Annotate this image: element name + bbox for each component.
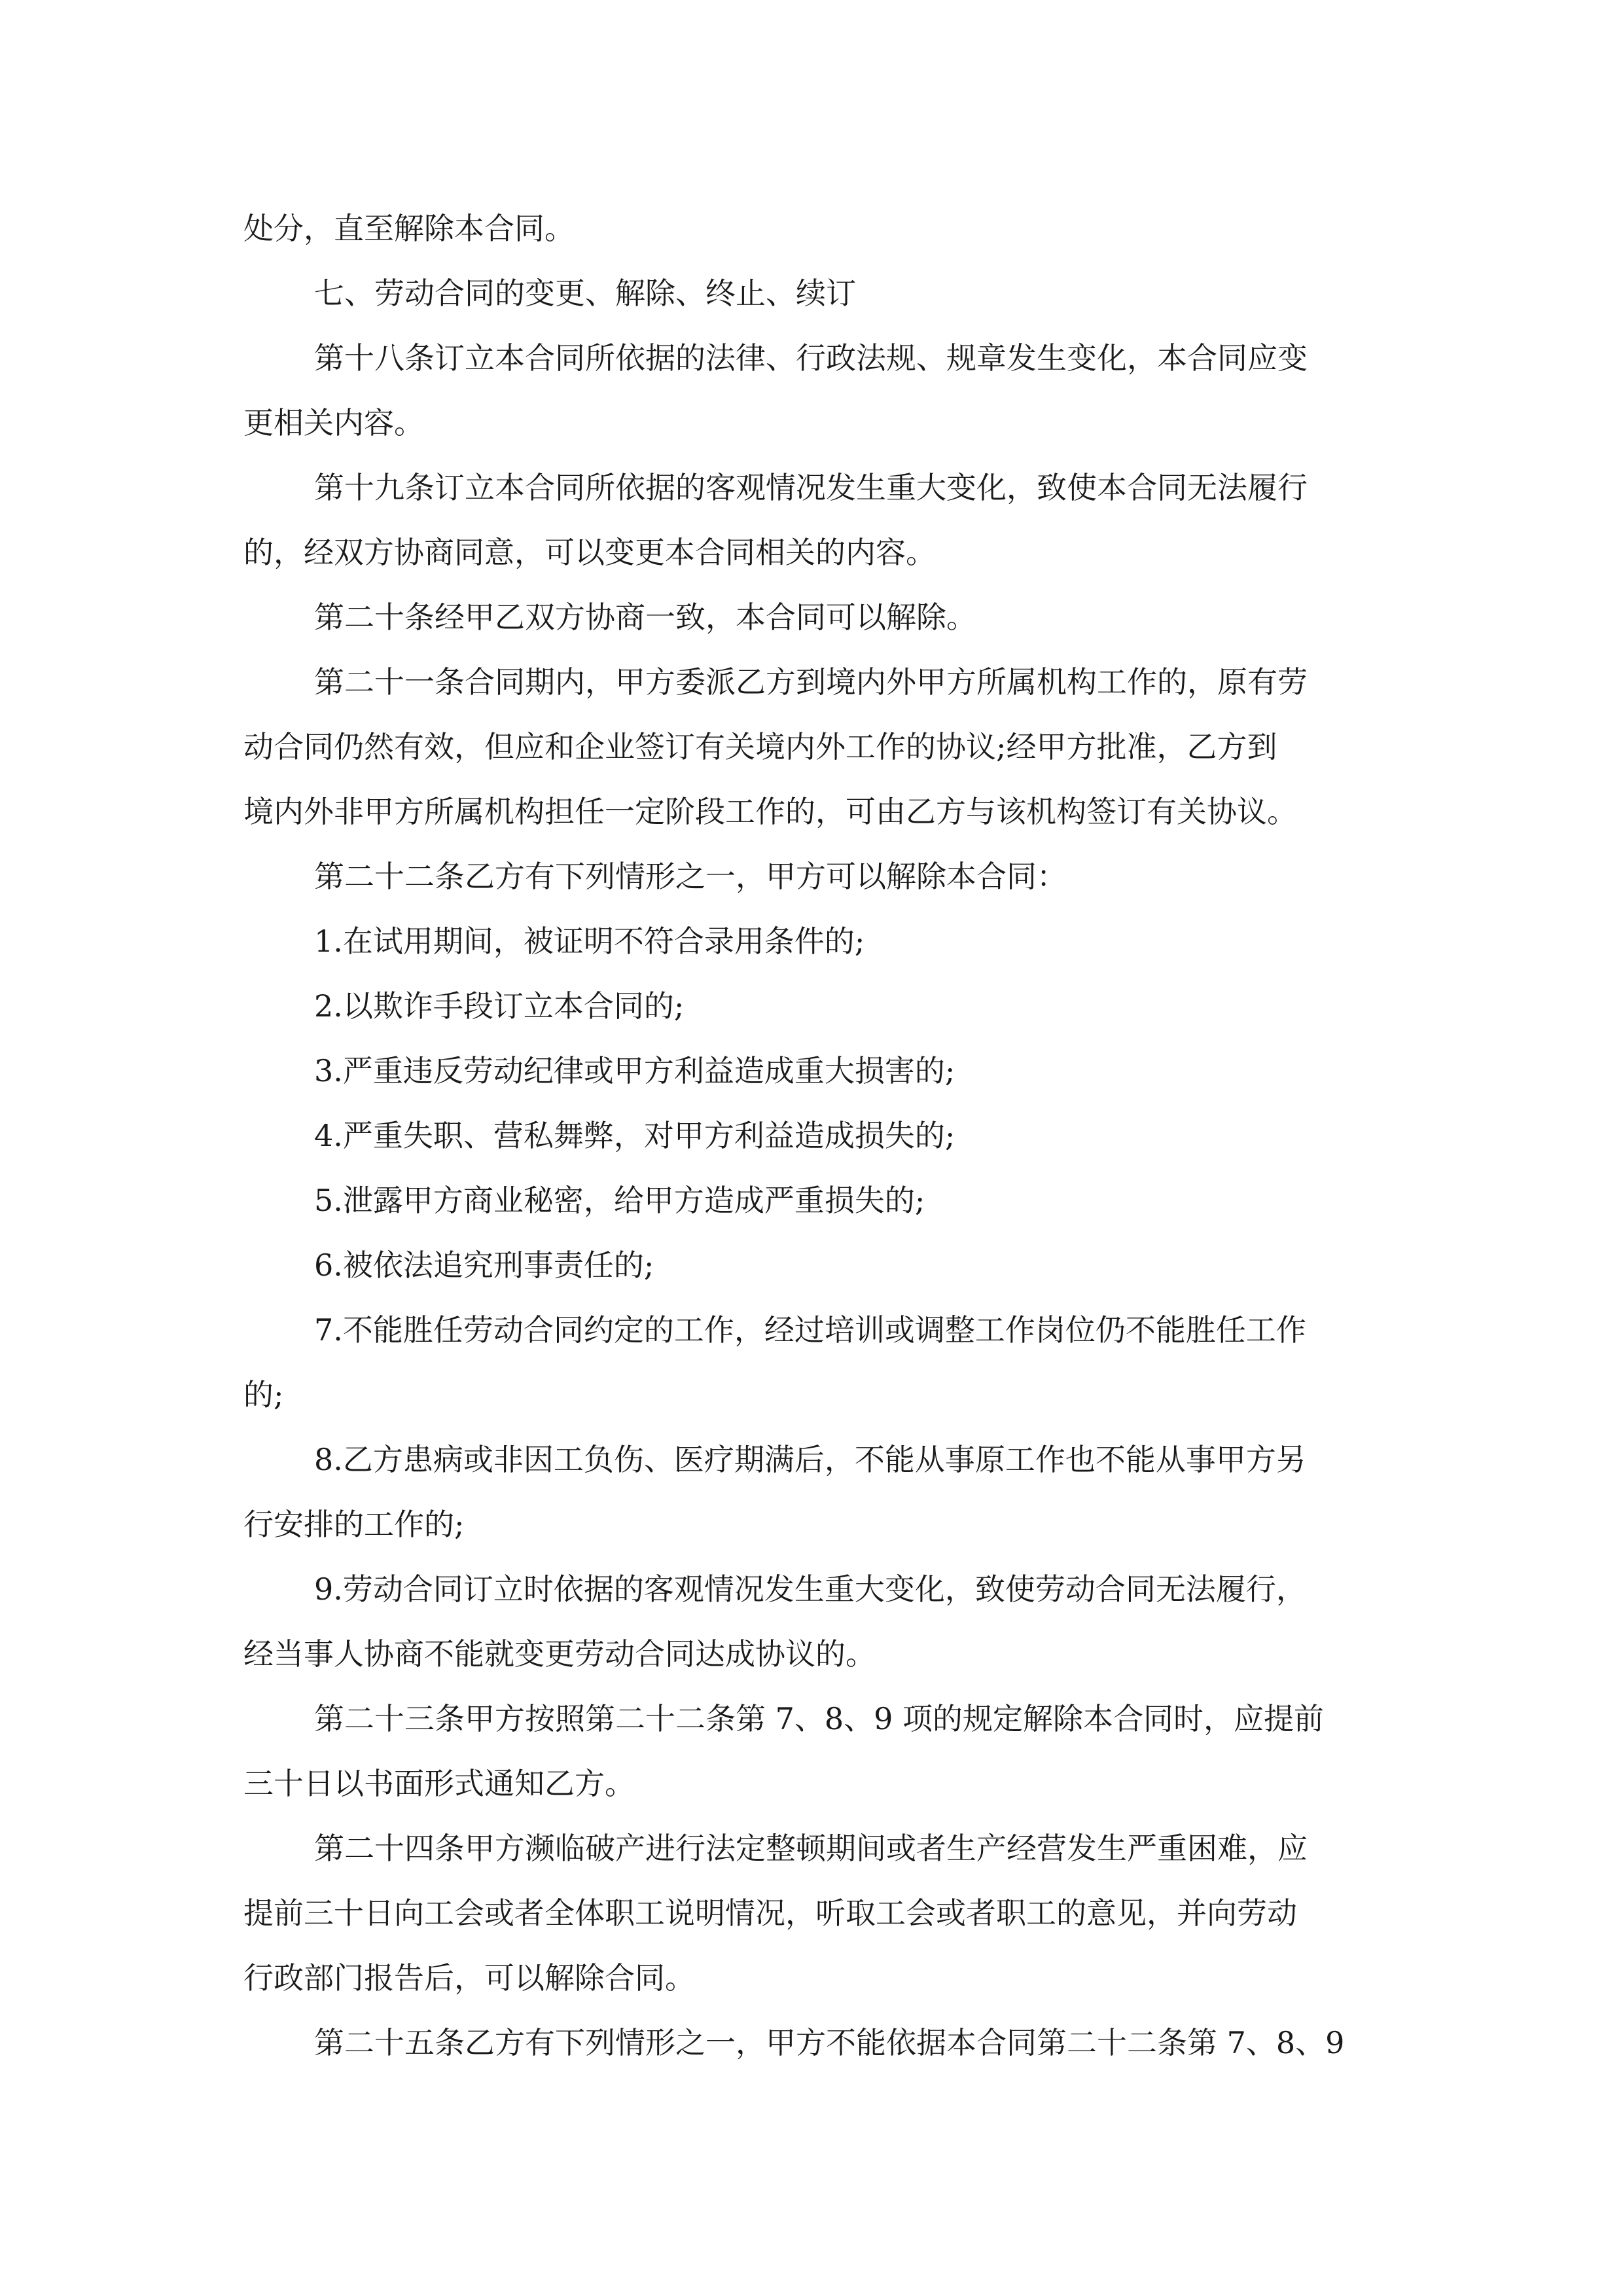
text-line: 经当事人协商不能就变更劳动合同达成协议的。 <box>243 1636 876 1672</box>
text-line: 的，经双方协商同意，可以变更本合同相关的内容。 <box>243 535 936 570</box>
text-line: 七、劳动合同的变更、解除、终止、续订 <box>314 276 856 311</box>
text-line: 第十九条订立本合同所依据的客观情况发生重大变化，致使本合同无法履行 <box>314 470 1308 505</box>
text-line: 9.劳动合同订立时依据的客观情况发生重大变化，致使劳动合同无法履行， <box>314 1571 1306 1607</box>
text-line: 的; <box>243 1377 284 1412</box>
text-line: 6.被依法追究刑事责任的; <box>314 1247 654 1283</box>
text-line: 第二十二条乙方有下列情形之一，甲方可以解除本合同： <box>314 859 1067 894</box>
text-line: 5.泄露甲方商业秘密，给甲方造成严重损失的; <box>314 1183 925 1218</box>
text-line: 提前三十日向工会或者全体职工说明情况，听取工会或者职工的意见，并向劳动 <box>243 1895 1297 1931</box>
text-line: 4.严重失职、营私舞弊，对甲方利益造成损失的; <box>314 1118 955 1153</box>
text-line: 2.以欺诈手段订立本合同的; <box>314 988 685 1024</box>
text-line: 第十八条订立本合同所依据的法律、行政法规、规章发生变化，本合同应变 <box>314 340 1308 376</box>
text-line: 第二十五条乙方有下列情形之一，甲方不能依据本合同第二十二条第 7、8、9 <box>314 2025 1345 2060</box>
text-line: 8.乙方患病或非因工负伤、医疗期满后，不能从事原工作也不能从事甲方另 <box>314 1442 1306 1477</box>
text-line: 第二十条经甲乙双方协商一致，本合同可以解除。 <box>314 600 976 635</box>
text-line: 境内外非甲方所属机构担任一定阶段工作的，可由乙方与该机构签订有关协议。 <box>243 794 1297 829</box>
text-line: 行安排的工作的; <box>243 1507 465 1542</box>
text-line: 7.不能胜任劳动合同约定的工作，经过培训或调整工作岗位仍不能胜任工作 <box>314 1312 1306 1348</box>
text-line: 3.严重违反劳动纪律或甲方利益造成重大损害的; <box>314 1053 955 1088</box>
text-line: 行政部门报告后，可以解除合同。 <box>243 1960 695 1996</box>
text-line: 处分，直至解除本合同。 <box>243 211 575 246</box>
text-line: 第二十四条甲方濒临破产进行法定整顿期间或者生产经营发生严重困难，应 <box>314 1831 1308 1866</box>
text-line: 更相关内容。 <box>243 405 424 440</box>
text-line: 1.在试用期间，被证明不符合录用条件的; <box>314 924 865 959</box>
text-line: 动合同仍然有效，但应和企业签订有关境内外工作的协议;经甲方批准，乙方到 <box>243 729 1277 764</box>
text-line: 第二十一条合同期内，甲方委派乙方到境内外甲方所属机构工作的，原有劳 <box>314 664 1308 700</box>
document-body <box>243 196 1428 2075</box>
text-line: 第二十三条甲方按照第二十二条第 7、8、9 项的规定解除本合同时，应提前 <box>314 1701 1325 1736</box>
text-line: 三十日以书面形式通知乙方。 <box>243 1766 635 1801</box>
